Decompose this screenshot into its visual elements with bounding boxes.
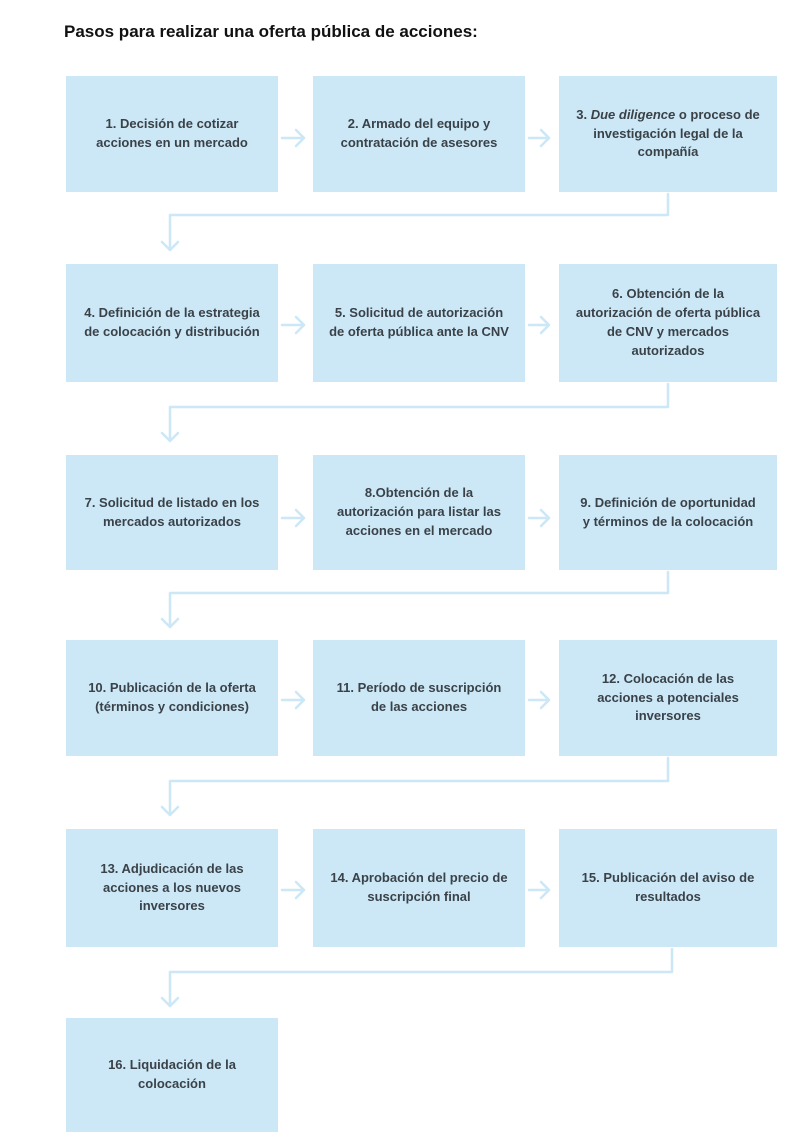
step-14: 14. Aprobación del precio de suscripción final	[313, 829, 525, 947]
arrow-12-13	[162, 758, 668, 815]
step-3	[559, 76, 777, 192]
step-8: 8.Obtención de la autorización para listar las acciones en el mercado	[313, 455, 525, 570]
step-3-text: o proceso de investigación legal de la compañía	[593, 106, 760, 160]
arrow-14-15	[529, 882, 549, 898]
arrow-2-3	[529, 130, 549, 146]
step-1: 1. Decisión de cotizar acciones en un mercado	[66, 76, 278, 192]
arrow-9-10	[162, 572, 668, 627]
arrow-1-2	[282, 130, 304, 146]
arrow-13-14	[282, 882, 304, 898]
step-12: 12. Colocación de las acciones a potenciales inversores	[559, 640, 777, 756]
arrow-8-9	[529, 510, 549, 526]
arrow-11-12	[529, 692, 549, 708]
arrow-3-4	[162, 194, 668, 250]
step-3-number: 3.	[576, 106, 591, 122]
step-15: 15. Publicación del aviso de resultados	[559, 829, 777, 947]
arrow-6-7	[162, 384, 668, 441]
step-16: 16. Liquidación de la colocación	[66, 1018, 278, 1132]
step-11: 11. Período de suscripción de las acciones	[313, 640, 525, 756]
step-3-italic-term: Due diligence	[590, 106, 676, 122]
step-10: 10. Publicación de la oferta (términos y condiciones)	[66, 640, 278, 756]
arrow-15-16	[162, 949, 672, 1006]
step-13: 13. Adjudicación de las acciones a los nuevos inversores	[66, 829, 278, 947]
step-9: 9. Definición de oportunidad y términos de la colocación	[559, 455, 777, 570]
step-4: 4. Definición de la estrategia de colocación y distribución	[66, 264, 278, 382]
arrow-5-6	[529, 317, 549, 333]
arrow-10-11	[282, 692, 304, 708]
diagram-title: Pasos para realizar una oferta pública de acciones:	[64, 22, 478, 41]
arrow-7-8	[282, 510, 304, 526]
step-2: 2. Armado del equipo y contratación de asesores	[313, 76, 525, 192]
step-5: 5. Solicitud de autorización de oferta pública ante la CNV	[313, 264, 525, 382]
step-6: 6. Obtención de la autorización de oferta pública de CNV y mercados autorizados	[559, 264, 777, 382]
arrow-4-5	[282, 317, 304, 333]
step-7: 7. Solicitud de listado en los mercados autorizados	[66, 455, 278, 570]
